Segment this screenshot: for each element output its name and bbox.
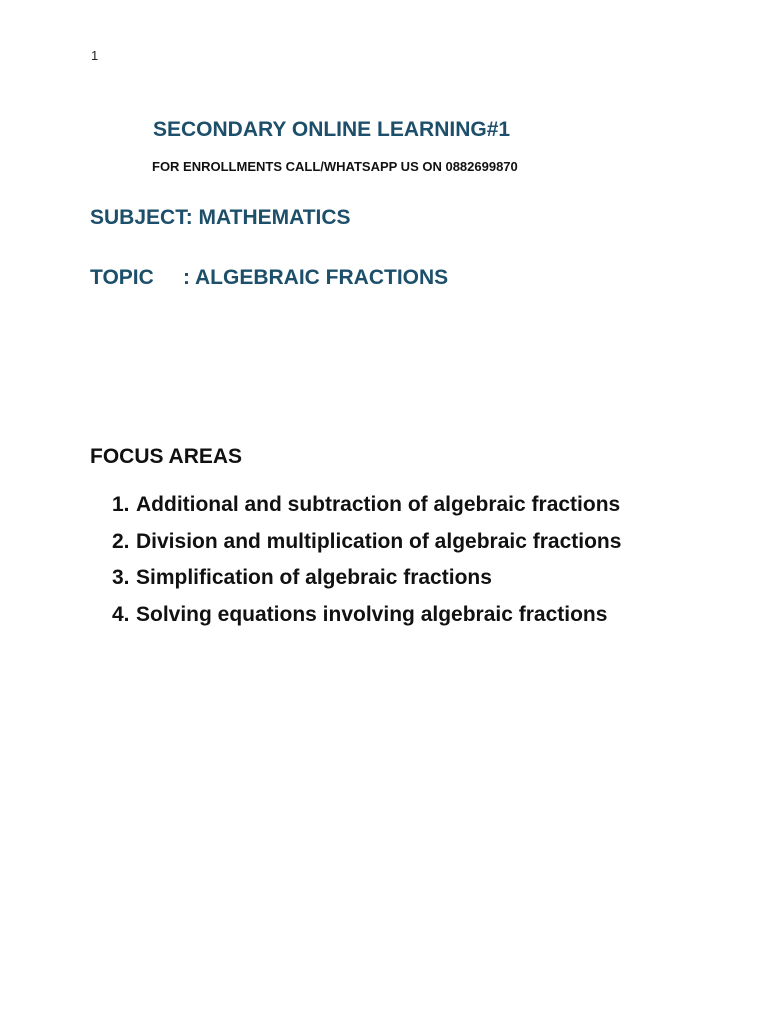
focus-area-item bbox=[112, 524, 692, 561]
focus-area-item bbox=[112, 597, 692, 634]
topic-line: TOPIC : ALGEBRAIC FRACTIONS bbox=[90, 266, 449, 289]
item-text: Additional and subtraction of algebraic fractions bbox=[136, 493, 621, 516]
item-number: 2. bbox=[112, 529, 130, 553]
item-number: 1. bbox=[112, 493, 130, 516]
item-number: 4. bbox=[112, 602, 130, 626]
focus-area-item bbox=[112, 560, 692, 597]
document-title: SECONDARY ONLINE LEARNING#1 bbox=[153, 118, 511, 141]
enrollment-contact: FOR ENROLLMENTS CALL/WHATSAPP US ON 0882699870 bbox=[152, 159, 518, 174]
focus-area-item bbox=[112, 487, 692, 524]
focus-areas-heading: FOCUS AREAS bbox=[90, 445, 243, 468]
subject-line: SUBJECT: MATHEMATICS bbox=[90, 206, 351, 229]
item-text: Simplification of algebraic fractions bbox=[136, 566, 492, 589]
item-text: Division and multiplication of algebraic fractions bbox=[136, 529, 622, 553]
item-text: Solving equations involving algebraic fractions bbox=[136, 602, 608, 626]
page-number: 1 bbox=[91, 48, 99, 63]
focus-areas-list bbox=[112, 487, 692, 633]
item-number: 3. bbox=[112, 566, 130, 589]
